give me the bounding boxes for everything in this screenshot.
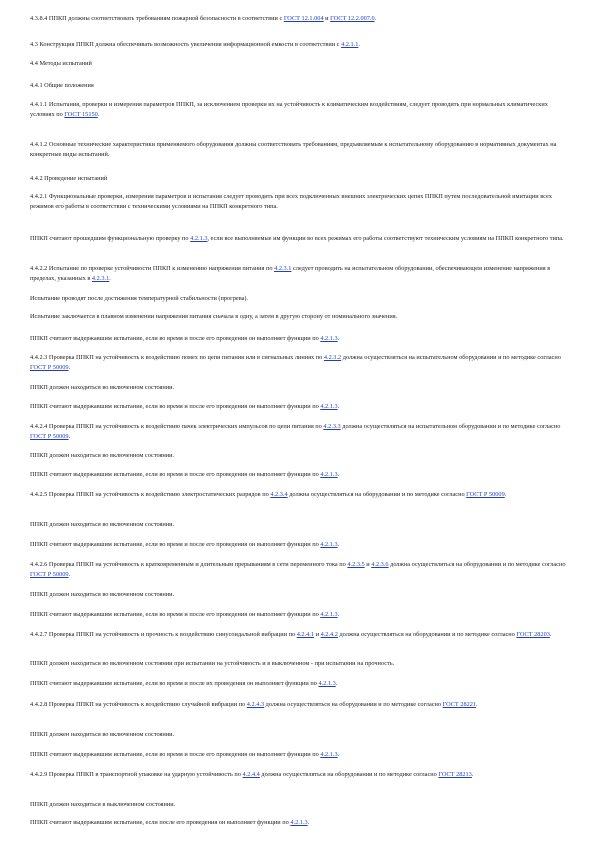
reference-link[interactable]: 4.2.1.3 (320, 335, 338, 342)
reference-link[interactable]: ГОСТ 12.1.004 (283, 15, 324, 22)
reference-link[interactable]: ГОСТ 12.2.007.0 (330, 15, 375, 22)
paragraph: ППКП считают выдержавшим испытание, если во время и после их проведения он выполняет функции по 4.2.1.3. (30, 680, 338, 687)
reference-link[interactable]: 4.2.1.3 (320, 403, 338, 410)
reference-link[interactable]: ГОСТ Р 50009 (466, 491, 505, 498)
reference-link[interactable]: 4.2.1.3 (290, 819, 308, 826)
reference-link[interactable]: ГОСТ Р 50009 (30, 570, 69, 578)
reference-link[interactable]: 4.2.3.5 (347, 561, 365, 568)
paragraph: ППКП должен находиться во включенном состоянии. (30, 521, 175, 528)
reference-link[interactable]: 4.2.1.3 (320, 751, 338, 758)
reference-link[interactable]: 4.2.1.3 (320, 541, 338, 548)
paragraph: 4.4.2.1 Функциональные проверки, измерения параметров и испытания следует проводить при всех подключенных внешних электрических цепях ППКП путем последовательной имитации всех режимов его работы в соответствии с техническими условиями на ППКП конкретного типа. (30, 193, 552, 210)
paragraph: ППКП считают прошедшим функциональную проверку по 4.2.1.3, если все выполняемые им функции во всех режимах его работы соответствуют техническим условиям на ППКП конкретного типа. (30, 235, 564, 242)
paragraph: ППКП должен находиться во включенном состоянии. (30, 384, 175, 391)
paragraph: 4.4.2 Проведение испытаний (30, 175, 108, 182)
paragraph: 4.4.2.3 Проверка ППКП на устойчивость к воздействию помех по цепи питания или в сигнальных линиях по 4.2.3.2 должна осуществляться на испытательном оборудовании и по методике согласно ГОСТ Р 50009. (30, 354, 561, 371)
reference-link[interactable]: 4.2.1.3 (320, 611, 338, 618)
reference-link[interactable]: 4.2.1.3 (318, 680, 336, 687)
paragraph: ППКП должен находиться во включенном состоянии. (30, 731, 175, 738)
paragraph: 4.4.2.7 Проверка ППКП на устойчивость и прочность к воздействию синусоидальной вибрации по 4.2.4.1 и 4.2.4.2 должна осуществляться на оборудовании и по методике согласно ГОСТ 28203. (30, 631, 552, 638)
reference-link[interactable]: 4.2.3.2 (323, 354, 342, 361)
reference-link[interactable]: 4.2.4.2 (320, 631, 338, 638)
reference-link[interactable]: 4.2.4.3 (246, 701, 265, 708)
paragraph: ППКП считают выдержавшим испытание, если во время и после его проведения он выполняет функции по 4.2.1.3. (30, 541, 340, 548)
paragraph: 4.4.2.6 Проверка ППКП на устойчивость к кратковременным и длительным прерываниям в сети переменного тока по 4.2.3.5 и 4.2.3.6 должна осуществляться на оборудовании и по методике согласно ГОСТ Р 50009. (30, 561, 566, 578)
paragraph: ППКП должен находиться во включенном состоянии. (30, 452, 175, 459)
paragraph: ППКП должен находиться во включенном состоянии при испытании на устойчивость и в выключенном - при испытании на прочность. (30, 660, 395, 667)
paragraph: ППКП считают выдержавшим испытание, если во время и после его проведения он выполняет функции по 4.2.1.3. (30, 471, 340, 478)
paragraph: ППКП считают выдержавшим испытание, если во время и после его проведения он выполняет функции по 4.2.1.3. (30, 611, 340, 618)
paragraph: ППКП должен находиться в выключенном состоянии. (30, 801, 176, 808)
reference-link[interactable]: 4.2.3.3 (323, 423, 341, 430)
reference-link[interactable]: 4.2.1.3 (320, 471, 338, 478)
paragraph: 4.4.2.2 Испытание по проверке устойчивости ППКП к изменению напряжения питания по 4.2.3.1 следует проводить на испытательном оборудовании, обеспечивающем изменение напряжения в пределах, указанных в 4.2.3.1. (30, 265, 551, 282)
paragraph: 4.3.8.4 ППКП должны соответствовать требованиям пожарной безопасности в соответствии с ГОСТ 12.1.004 и ГОСТ 12.2.007.0. (30, 15, 377, 22)
paragraph: 4.4 Методы испытаний (30, 60, 92, 67)
reference-link[interactable]: 4.2.1.3 (190, 235, 208, 242)
reference-link[interactable]: 4.2.3.4 (270, 491, 288, 498)
reference-link[interactable]: 4.2.3.6 (371, 561, 389, 568)
paragraph: ППКП должен находиться во включенном состоянии. (30, 591, 175, 598)
paragraph: 4.3 Конструкция ППКП должна обеспечивать возможность увеличения информационной емкости в соответствии с 4.2.1.1. (30, 41, 360, 48)
reference-link[interactable]: 4.2.1.1 (341, 41, 359, 48)
reference-link[interactable]: ГОСТ Р 50009 (30, 432, 69, 440)
paragraph: Испытание заключается в плавном изменении напряжения питания сначала в одну, а затем в другую сторону от номинального значения. (30, 313, 398, 320)
reference-link[interactable]: ГОСТ 28203 (516, 631, 550, 638)
reference-link[interactable]: 4.2.3.1 (274, 265, 292, 272)
paragraph: 4.4.2.5 Проверка ППКП на устойчивость к воздействию электростатических разрядов по 4.2.3.4 должна осуществляться на оборудовании и по методике согласно ГОСТ Р 50009. (30, 491, 507, 498)
paragraph: 4.4.1.1 Испытания, проверки и измерения параметров ППКП, за исключением проверки их на устойчивость к климатическим воздействиям, следует проводить при нормальных климатических условиях по ГОСТ 15150. (30, 101, 548, 118)
reference-link[interactable]: ГОСТ Р 50009 (30, 363, 69, 371)
paragraph: 4.4.1.2 Основные технические характеристики применяемого оборудования должны соответствовать требованиям, предъявляемым к испытательному оборудованию в нормативных документах на конкретные виды испытаний. (30, 141, 557, 158)
paragraph: 4.4.2.4 Проверка ППКП на устойчивость к воздействию пачек электрических импульсов по цепи питания по 4.2.3.3 должна осуществляться на испытательном оборудовании и по методике согласно ГОСТ Р 50009. (30, 423, 561, 440)
reference-link[interactable]: ГОСТ 28213 (438, 771, 472, 778)
paragraph: 4.4.2.9 Проверка ППКП в транспортной упаковке на ударную устойчивость по 4.2.4.4 должна осуществляться на оборудовании и по методике согласно ГОСТ 28213. (30, 771, 474, 778)
paragraph: 4.4.1 Общие положения (30, 82, 94, 89)
paragraph: 4.4.2.8 Проверка ППКП на устойчивость к воздействию случайной вибрации по 4.2.4.3 должна осуществляться на оборудовании и по методике согласно ГОСТ 28221. (30, 701, 478, 708)
paragraph: ППКП считают выдержавшим испытание, если во время и после его проведения он выполняет функции по 4.2.1.3. (30, 335, 340, 342)
reference-link[interactable]: 4.2.4.1 (296, 631, 315, 638)
paragraph: ППКП считают выдержавшим испытание, если во время и после его проведения он выполняет функции по 4.2.1.3. (30, 751, 340, 758)
paragraph: Испытание проводят после достижения температурной стабильности (прогрева). (30, 295, 249, 302)
paragraph: ППКП считают выдержавшим испытание, если после его проведения он выполняет функции по 4.2.1.3. (30, 819, 310, 826)
paragraph: ППКП считают выдержавшим испытание, если во время и после его проведения он выполняет функции по 4.2.1.3. (30, 403, 340, 410)
reference-link[interactable]: 4.2.3.1 (91, 274, 110, 282)
reference-link[interactable]: ГОСТ 28221 (442, 701, 477, 708)
reference-link[interactable]: 4.2.4.4 (242, 771, 260, 778)
reference-link[interactable]: ГОСТ 15150 (64, 110, 98, 118)
